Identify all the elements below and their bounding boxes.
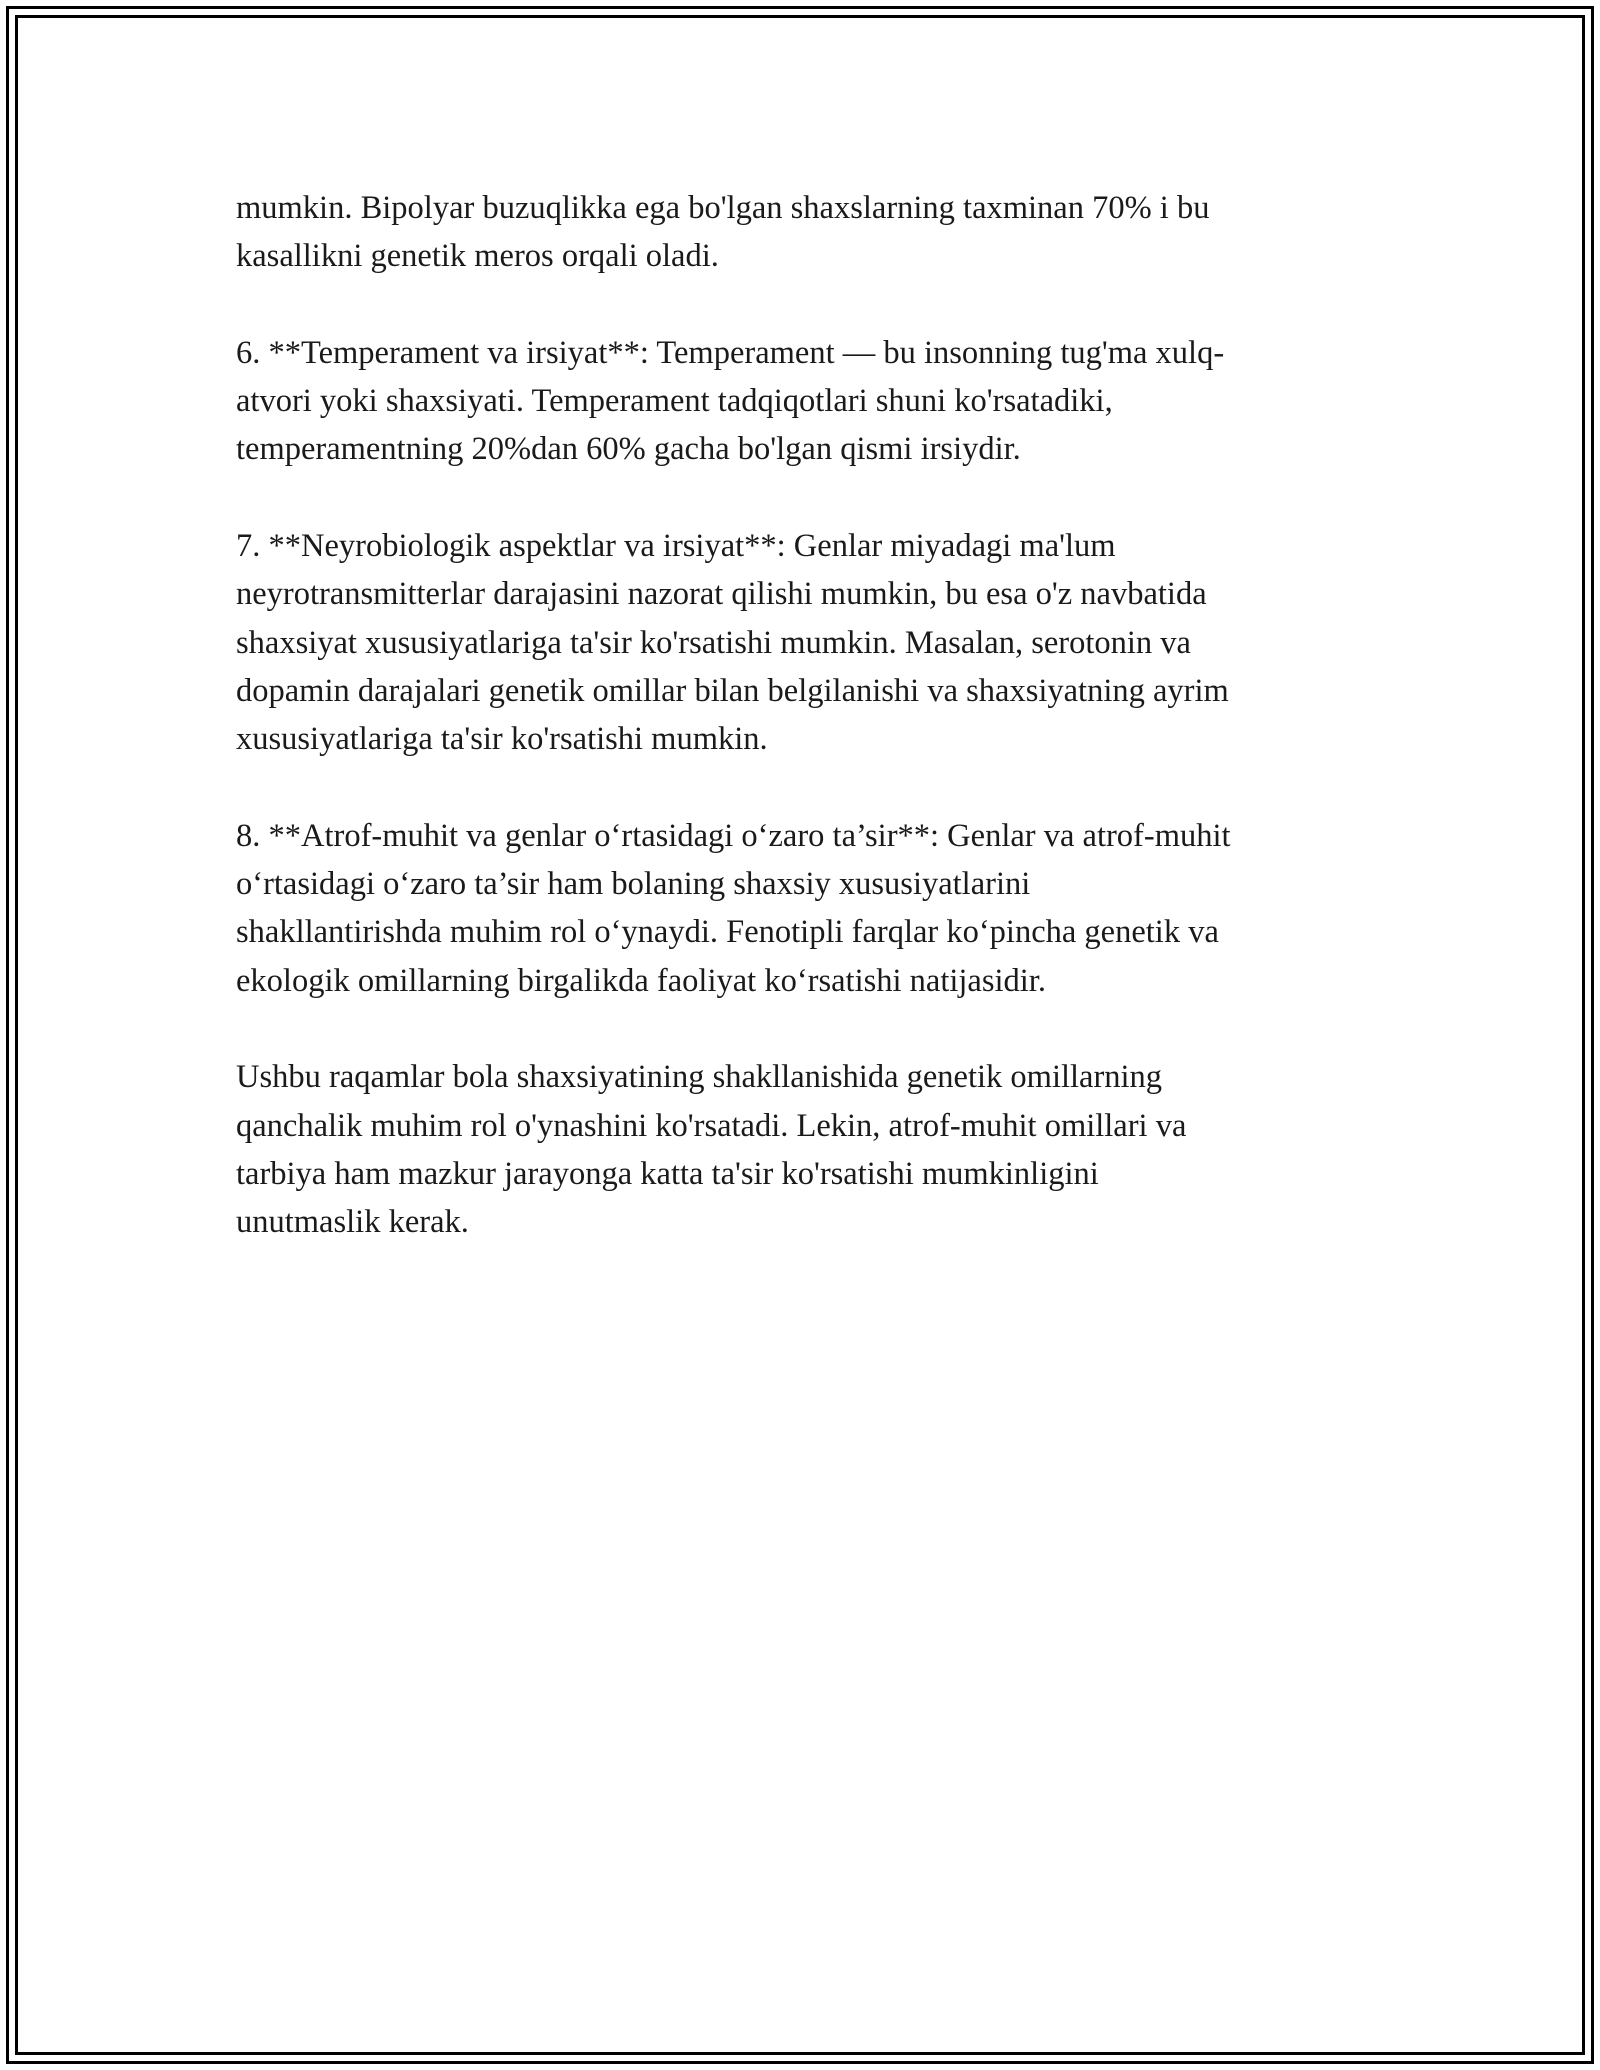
- text-line: dopamin darajalari genetik omillar bilan belgilanishi va shaxsiyatning ayrim: [236, 672, 1229, 709]
- paragraph-neurobiology: [236, 522, 1386, 763]
- text-line: mumkin. Bipolyar buzuqlikka ega bo'lgan shaxslarning taxminan 70% i bu: [236, 190, 1210, 226]
- text-line: kasallikni genetik meros orqali oladi.: [236, 238, 719, 275]
- text-line: qanchalik muhim rol o'ynashini ko'rsatadi. Lekin, atrof-muhit omillari va: [236, 1107, 1187, 1144]
- paragraph-conclusion: [236, 1053, 1386, 1246]
- text-line: unutmaslik kerak.: [236, 1204, 469, 1241]
- text-line: 8. **Atrof-muhit va genlar o‘rtasidagi o‘zaro ta’sir**: Genlar va atrof-muhit: [236, 817, 1231, 854]
- paragraph-temperament: [236, 329, 1386, 474]
- text-line: shakllantirishda muhim rol o‘ynaydi. Fenotipli farqlar ko‘pincha genetik va: [236, 914, 1219, 951]
- text-line: xususiyatlariga ta'sir ko'rsatishi mumkin.: [236, 721, 768, 758]
- paragraph-bipolar-continuation: [236, 184, 1386, 281]
- text-line: Ushbu raqamlar bola shaxsiyatining shakllanishida genetik omillarning: [236, 1059, 1163, 1096]
- text-line: atvori yoki shaxsiyati. Temperament tadqiqotlari shuni ko'rsatadiki,: [236, 383, 1113, 420]
- text-line: shaxsiyat xususiyatlariga ta'sir ko'rsatishi mumkin. Masalan, serotonin va: [236, 624, 1191, 661]
- paragraph-environment-genes: [236, 812, 1386, 1005]
- text-line: o‘rtasidagi o‘zaro ta’sir ham bolaning shaxsiy xususiyatlarini: [236, 866, 1031, 903]
- text-line: 6. **Temperament va irsiyat**: Temperament — bu insonning tug'ma xulq-: [236, 334, 1225, 371]
- text-line: temperamentning 20%dan 60% gacha bo'lgan qismi irsiydir.: [236, 431, 1021, 468]
- document-body: [236, 184, 1386, 1295]
- text-line: neyrotransmitterlar darajasini nazorat qilishi mumkin, bu esa o'z navbatida: [236, 576, 1207, 613]
- text-line: 7. **Neyrobiologik aspektlar va irsiyat**: Genlar miyadagi ma'lum: [236, 528, 1116, 565]
- text-line: ekologik omillarning birgalikda faoliyat ko‘rsatishi natijasidir.: [236, 962, 1046, 999]
- text-line: tarbiya ham mazkur jarayonga katta ta'sir ko'rsatishi mumkinligini: [236, 1155, 1099, 1192]
